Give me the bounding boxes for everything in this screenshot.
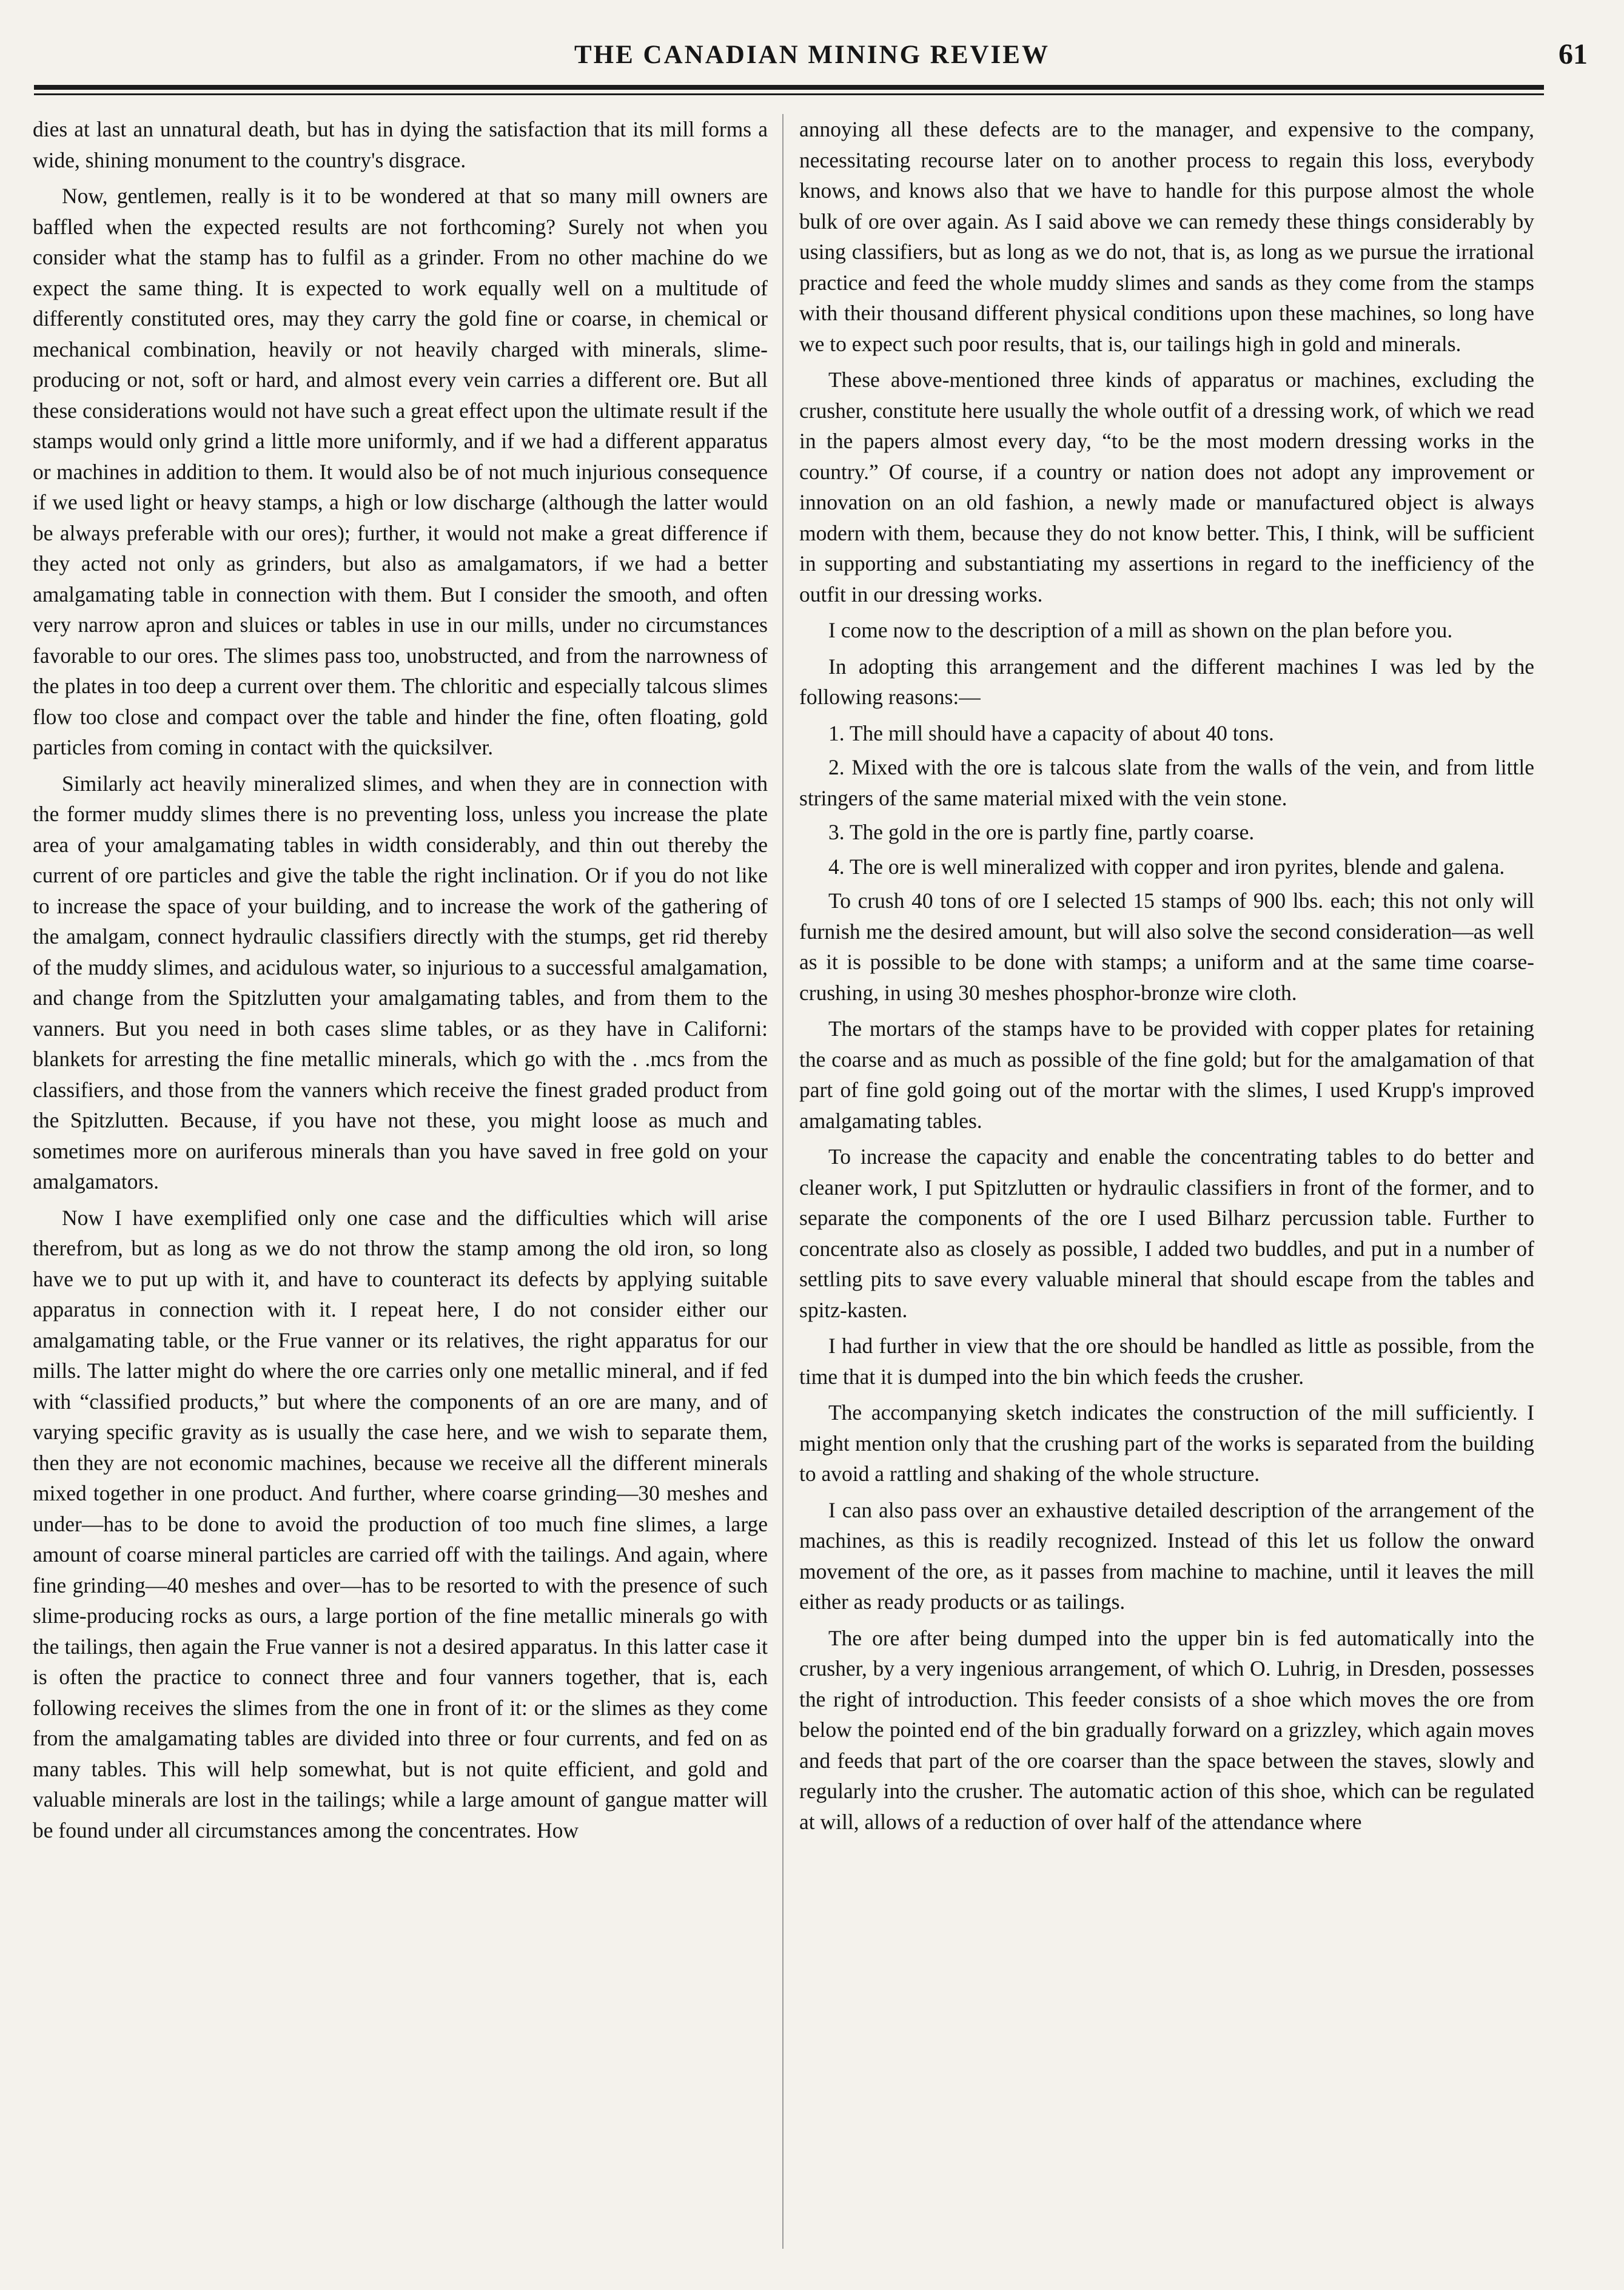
paragraph: The ore after being dumped into the upper bin is fed automatically into the crusher, by a very ingenious arrangement, of which O. Luhrig, in Dresden, possesses the right of introduction. This feeder consists of a shoe which moves the ore from below the pointed end of the bin gradually forward on a grizzley, which again moves and feeds that part of the ore coarser than the space between the staves, slowly and regularly into the crusher. The automatic action of this shoe, which can be regulated at will, allows of a reduction of over half of the attendance where	[799, 1625, 1534, 1834]
column-divider	[782, 114, 783, 2249]
paragraph: To crush 40 tons of ore I selected 15 stamps of 900 lbs. each; this not only will furnish me the desired amount, but will also solve the second consideration—as well as it is possible to be done with stamps; a uniform and at the same time coarse-crushing, in using 30 meshes phosphor-bronze wire cloth.	[799, 888, 1534, 1005]
publication-title: THE CANADIAN MINING REVIEW	[574, 41, 1050, 69]
paragraph: I can also pass over an exhaustive detailed description of the arrangement of the machines, as this is readily recognized. Instead of this let us follow the onward movement of the ore, as it passes from machine to machine, until it leaves the mill either as ready products or as tailings.	[799, 1497, 1534, 1614]
page-number: 61	[1559, 38, 1588, 70]
paragraph: To increase the capacity and enable the concentrating tables to do better and cleaner work, I put Spitzlutten or hydraulic classifiers in front of the former, and to separate the components of the ore I used Bilharz percussion table. Further to concentrate also as closely as possible, I added two buddles, and put in a number of settling pits to save every valuable mineral that should escape from the tables and spitz-kasten.	[799, 1144, 1534, 1322]
reason-list-item: 1. The mill should have a capacity of about 40 tons.	[828, 720, 1274, 745]
left-column	[33, 114, 768, 2261]
paragraph: Now I have exemplified only one case and the difficulties which will arise therefrom, but as long as we do not throw the stamp among the old iron, so long have we to put up with it, and have to counteract its defects by applying suitable apparatus in connection with it. I repeat here, I do not consider either our amalgamating table, or the Frue vanner or its relatives, the right apparatus for our mills. The latter might do where the ore carries only one metallic mineral, and if fed with “classified products,” but where the components of an ore are many, and of varying specific gravity as is usually the case here, and we wish to separate them, then they are not economic machines, because we receive all the different minerals mixed together in one product. And further, where coarse grinding—30 meshes and under—has to be done to avoid the production of too much fine slimes, a large amount of coarse mineral particles are carried off with the tailings. And again, where fine grinding—40 meshes and over—has to be resorted to with the presence of such slime-producing rocks as ours, a large portion of the fine metallic minerals go with the tailings, then again the Frue vanner is not a desired apparatus. In this latter case it is often the practice to connect three and four vanners together, that is, each following receives the slimes from the one in front of it: or the slimes as they come from the amalgamating tables are divided into three or four currents, and fed on as many tables. This will help somewhat, but is not quite efficient, and gold and valuable minerals are lost in the tailings; while a large amount of gangue matter will be found under all circumstances among the concentrates. How	[33, 1205, 768, 1842]
paragraph: dies at last an unnatural death, but has in dying the satisfaction that its mill forms a wide, shining monument to the country's disgrace.	[33, 117, 768, 172]
paragraph: These above-mentioned three kinds of apparatus or machines, excluding the crusher, constitute here usually the whole outfit of a dressing work, of which we read in the papers almost every day, “to be the most modern dressing works in the country.” Of course, if a country or nation does not adopt any improvement or innovation on an old fashion, a newly made or manufactured object is always modern with them, because they do not know better. This, I think, will be sufficient in supporting and substantiating my assertions in regard to the inefficiency of the outfit in our dressing works.	[799, 368, 1534, 606]
right-column	[799, 114, 1534, 2261]
paragraph: I had further in view that the ore should be handled as little as possible, from the time that it is dumped into the bin which feeds the crusher.	[799, 1334, 1534, 1389]
page-header	[0, 0, 1624, 97]
paragraph: annoying all these defects are to the manager, and expensive to the company, necessitating recourse later on to another process to regain this loss, everybody knows, and knows also that we have to handle for this purpose almost the whole bulk of ore over again. As I said above we can remedy these things considerably by using classifiers, but as long as we do not, that is, as long as we pursue the irrational practice and feed the whole muddy slimes and sands as they come from the stamps with their thousand different physical conditions upon these machines, so long have we to expect such poor results, that is, our tailings high in gold and minerals.	[799, 117, 1534, 356]
reason-list-item: 3. The gold in the ore is partly fine, partly coarse.	[828, 820, 1255, 844]
reason-list-item: 2. Mixed with the ore is talcous slate from the walls of the vein, and from little stringers of the same material mixed with the vein stone.	[799, 755, 1534, 810]
paragraph: Similarly act heavily mineralized slimes, and when they are in connection with the former muddy slimes there is no preventing loss, unless you increase the plate area of your amalgamating tables in width considerably, and thin out thereby the current of ore particles and give the table the right inclination. Or if you do not like to increase the space of your building, and to increase the work of the gathering of the amalgam, connect hydraulic classifiers directly with the stumps, get rid thereby of the muddy slimes, and acidulous water, so injurious to a successful amalgamation, and change from the Spitzlutten your amalgamating tables, and from them to the vanners. But you need in both cases slime tables, or as they have in Californi: blankets for arresting the fine metallic minerals, which go with the . .mcs from the classifiers, and those from the vanners which receive the finest graded product from the Spitzlutten. Because, if you have not these, you might loose as much and sometimes more on auriferous minerals than you have saved in free gold on your amalgamators.	[33, 771, 768, 1194]
paragraph: The accompanying sketch indicates the construction of the mill sufficiently. I might mention only that the crushing part of the works is separated from the building to avoid a rattling and shaking of the whole structure.	[799, 1400, 1534, 1486]
header-rule-thick	[34, 85, 1544, 90]
header-rule-thin	[34, 93, 1544, 95]
paragraph: The mortars of the stamps have to be provided with copper plates for retaining the coarse and as much as possible of the fine gold; but for the amalgamation of that part of fine gold going out of the mortar with the slimes, I used Krupp's improved amalgamating tables.	[799, 1016, 1534, 1133]
paragraph: In adopting this arrangement and the different machines I was led by the following reasons:—	[799, 654, 1534, 709]
paragraph: I come now to the description of a mill as shown on the plan before you.	[828, 618, 1453, 642]
reason-list-item: 4. The ore is well mineralized with copper and iron pyrites, blende and galena.	[828, 854, 1505, 879]
paragraph: Now, gentlemen, really is it to be wondered at that so many mill owners are baffled when the expected results are not forthcoming? Surely not when you consider what the stamp has to fulfil as a grinder. From no other machine do we expect the same thing. It is expected to work equally well on a multitude of differently constituted ores, may they carry the gold fine or coarse, in chemical or mechanical combination, heavily or not heavily charged with minerals, slime-producing or not, soft or hard, and almost every vein carries a different ore. But all these considerations would not have such a great effect upon the ultimate result if the stamps would only grind a little more uniformly, and if we had a different apparatus or machines in addition to them. It would also be of not much injurious consequence if we used light or heavy stamps, a high or low discharge (although the latter would be always preferable with our ores); further, it would not make a great difference if they acted not only as grinders, but also as amalgamators, if we had a better amalgamating table in connection with them. But I consider the smooth, and often very narrow apron and sluices or tables in use in our mills, under no circumstances favorable to our ores. The slimes pass too, unobstructed, and from the narrowness of the plates in too deep a current over them. The chloritic and especially talcous slimes flow too close and compact over the table and hinder the fine, often floating, gold particles from coming in contact with the quicksilver.	[33, 184, 768, 759]
